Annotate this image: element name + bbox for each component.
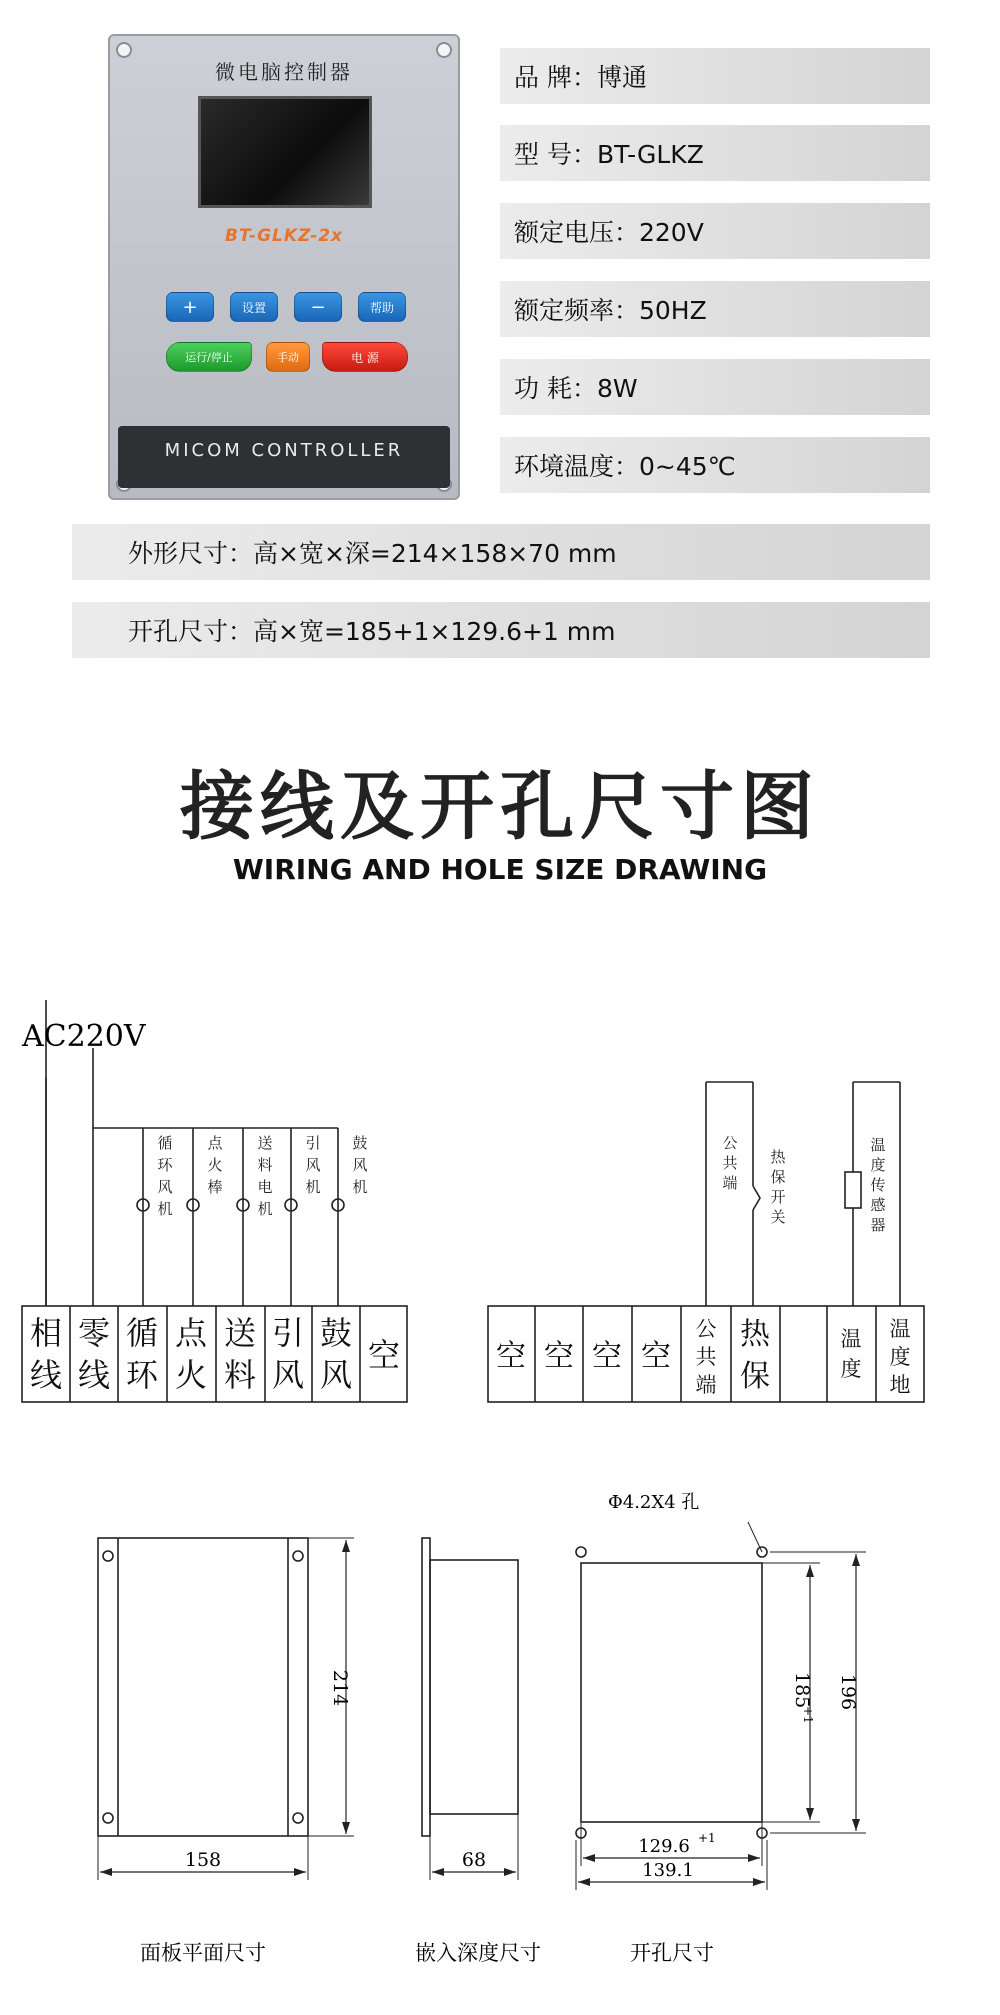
panel-plan-drawing [98, 1538, 354, 1880]
cutout-inner-width-value: 129.6 [638, 1836, 690, 1857]
dimension-arrowheads [100, 1540, 860, 1886]
terminal-left-3: 点火 [174, 1314, 208, 1394]
device-lcd-screen [198, 96, 372, 208]
terminal-left-1: 零线 [77, 1314, 111, 1394]
section-title-cn: 接线及开孔尺寸图 [180, 764, 820, 850]
terminal-left-7: 空 [367, 1336, 401, 1374]
depth-side-drawing [422, 1538, 518, 1880]
power-key[interactable]: 电 源 [322, 342, 408, 372]
terminal-right-5: 热保 [740, 1317, 770, 1394]
terminal-right-4: 公共端 [695, 1317, 717, 1397]
cutout-inner-width-tolerance: +1 [698, 1831, 716, 1845]
device-title: 微电脑控制器 [215, 60, 353, 84]
terminal-right-8: 温度地 [889, 1317, 911, 1397]
spec-voltage: 额定电压：220V [500, 203, 930, 259]
spec-temperature: 环境温度：0~45℃ [500, 437, 930, 493]
terminal-right-0: 空 [496, 1339, 526, 1374]
cutout-inner-height-tolerance: +1 [801, 1706, 815, 1724]
plus-key[interactable]: + [166, 292, 214, 322]
cutout-inner-height-value: 185 [791, 1672, 813, 1709]
cutout-caption: 开孔尺寸 [630, 1941, 714, 1965]
cutout-outer-height-value: 196 [837, 1673, 859, 1711]
terminal-right-1: 空 [544, 1339, 574, 1374]
wire-label-temp-sensor: 温度传感器 [870, 1136, 886, 1234]
help-key[interactable]: 帮助 [358, 292, 406, 322]
cutout-drawing [576, 1522, 866, 1890]
cutout-inner-height-label [791, 1672, 815, 1724]
section-title-en: WIRING AND HOLE SIZE DRAWING [232, 853, 768, 886]
spec-outline-size: 外形尺寸：高×宽×深=214×158×70 mm [72, 524, 930, 580]
wire-label-thermal-switch: 热保开关 [770, 1148, 786, 1226]
manual-key[interactable]: 手动 [266, 342, 310, 372]
device-model-label: BT-GLKZ-2x [224, 226, 343, 246]
diagram-canvas [0, 1000, 1000, 2015]
device-label: 点火棒 [207, 1134, 223, 1196]
hole-note: Φ4.2X4 孔 [608, 1492, 700, 1513]
settings-key[interactable]: 设置 [230, 292, 278, 322]
supply-label: AC220V [22, 1019, 146, 1054]
terminal-left-2: 循环 [125, 1314, 159, 1394]
panel-caption: 面板平面尺寸 [140, 1941, 266, 1965]
device-label: 送料电机 [257, 1134, 273, 1218]
device-label: 引风机 [305, 1134, 321, 1196]
terminal-left-5: 引风 [271, 1314, 305, 1394]
device-label: 循环风机 [157, 1134, 173, 1218]
spec-cutout-size: 开孔尺寸：高×宽=185+1×129.6+1 mm [72, 602, 930, 658]
terminal-right-7: 温度 [840, 1327, 862, 1381]
spec-frequency: 额定频率：50HZ [500, 281, 930, 337]
panel-width-value: 158 [184, 1849, 222, 1871]
run-stop-key[interactable]: 运行/停止 [166, 342, 252, 372]
minus-key[interactable]: − [294, 292, 342, 322]
panel-height-value: 214 [329, 1669, 351, 1707]
spec-brand: 品 牌：博通 [500, 48, 930, 104]
terminal-left-4: 送料 [223, 1314, 257, 1394]
device-footer-text: MICOM CONTROLLER [164, 440, 404, 461]
device-label: 鼓风机 [352, 1134, 368, 1196]
terminal-left-0: 相线 [29, 1314, 63, 1394]
cutout-outer-width-value: 139.1 [642, 1860, 694, 1881]
depth-caption: 嵌入深度尺寸 [415, 1941, 541, 1965]
terminal-right-2: 空 [592, 1339, 622, 1374]
depth-value: 68 [461, 1849, 487, 1871]
terminal-right-3: 空 [641, 1339, 671, 1374]
controller-device-image [108, 34, 460, 500]
spec-model: 型 号：BT-GLKZ [500, 125, 930, 181]
spec-power: 功 耗：8W [500, 359, 930, 415]
wire-label-common: 公共端 [722, 1134, 738, 1192]
terminal-left-6: 鼓风 [319, 1314, 353, 1394]
